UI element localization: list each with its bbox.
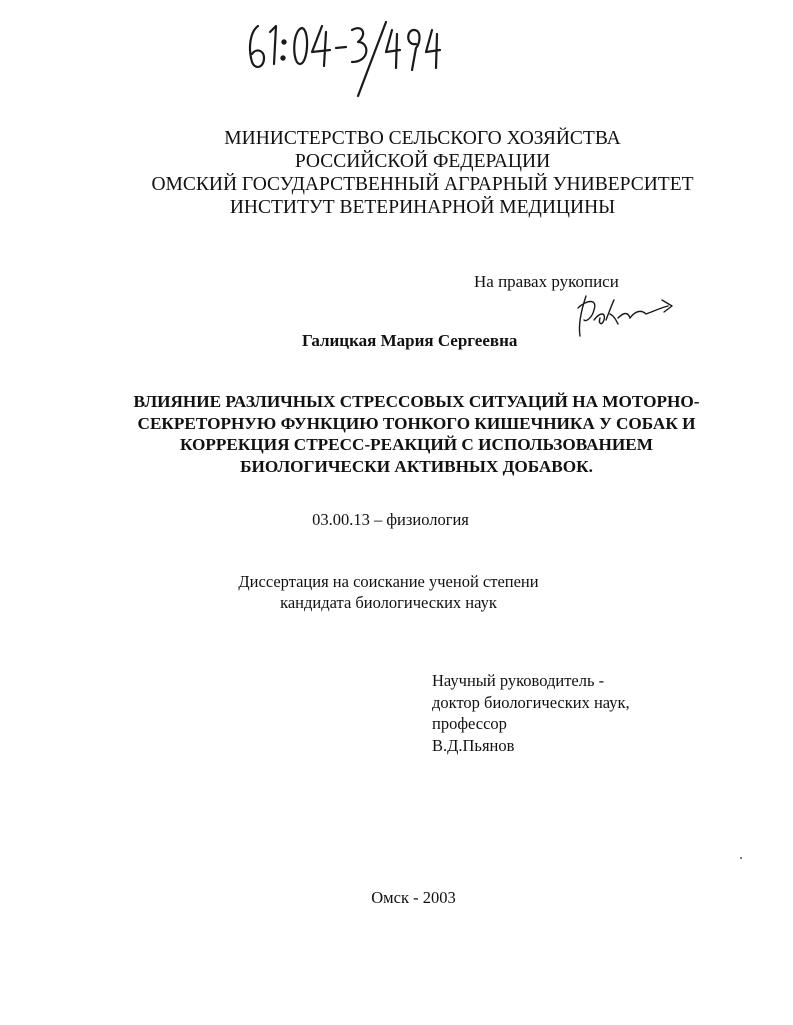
- supervisor-name: В.Д.Пьянов: [432, 735, 515, 755]
- supervisor-title: профессор: [432, 714, 507, 733]
- dissertation-type-line: Диссертация на соискание ученой степени: [238, 572, 539, 591]
- dissertation-type-line: кандидата биологических наук: [280, 593, 497, 612]
- ministry-header: [26, 127, 793, 219]
- thesis-title: [20, 391, 793, 477]
- university-line: ОМСКИЙ ГОСУДАРСТВЕННЫЙ АГРАРНЫЙ УНИВЕРСИТЕТ: [151, 174, 694, 195]
- place-and-year: Омск - 2003: [371, 888, 456, 907]
- institute-line: ИНСТИТУТ ВЕТЕРИНАРНОЙ МЕДИЦИНЫ: [229, 197, 616, 218]
- ministry-line: РОССИЙСКОЙ ФЕДЕРАЦИИ: [294, 151, 551, 172]
- specialty-code: 03.00.13 – физиология: [312, 510, 469, 529]
- thesis-title-line: КОРРЕКЦИЯ СТРЕСС-РЕАКЦИЙ С ИСПОЛЬЗОВАНИЕМ: [180, 435, 653, 454]
- dissertation-type: [0, 571, 785, 613]
- supervisor-role: Научный руководитель -: [432, 671, 605, 690]
- supervisor-degree: доктор биологических наук,: [432, 692, 630, 712]
- thesis-title-line: ВЛИЯНИЕ РАЗЛИЧНЫХ СТРЕССОВЫХ СИТУАЦИЙ НА МОТОРНО-: [133, 392, 700, 411]
- ministry-line: МИНИСТЕРСТВО СЕЛЬСКОГО ХОЗЯЙСТВА: [224, 128, 621, 149]
- handwritten-archive-code: [246, 18, 446, 98]
- thesis-title-line: БИОЛОГИЧЕСКИ АКТИВНЫХ ДОБАВОК.: [240, 456, 593, 476]
- scan-speck: [740, 857, 742, 859]
- thesis-title-line: СЕКРЕТОРНУЮ ФУНКЦИЮ ТОНКОГО КИШЕЧНИКА У СОБАК И: [137, 413, 696, 433]
- signature: [572, 290, 682, 342]
- author-name: Галицкая Мария Сергеевна: [302, 331, 518, 350]
- scientific-supervisor: [432, 670, 630, 756]
- manuscript-rights-note: На правах рукописи: [474, 272, 619, 291]
